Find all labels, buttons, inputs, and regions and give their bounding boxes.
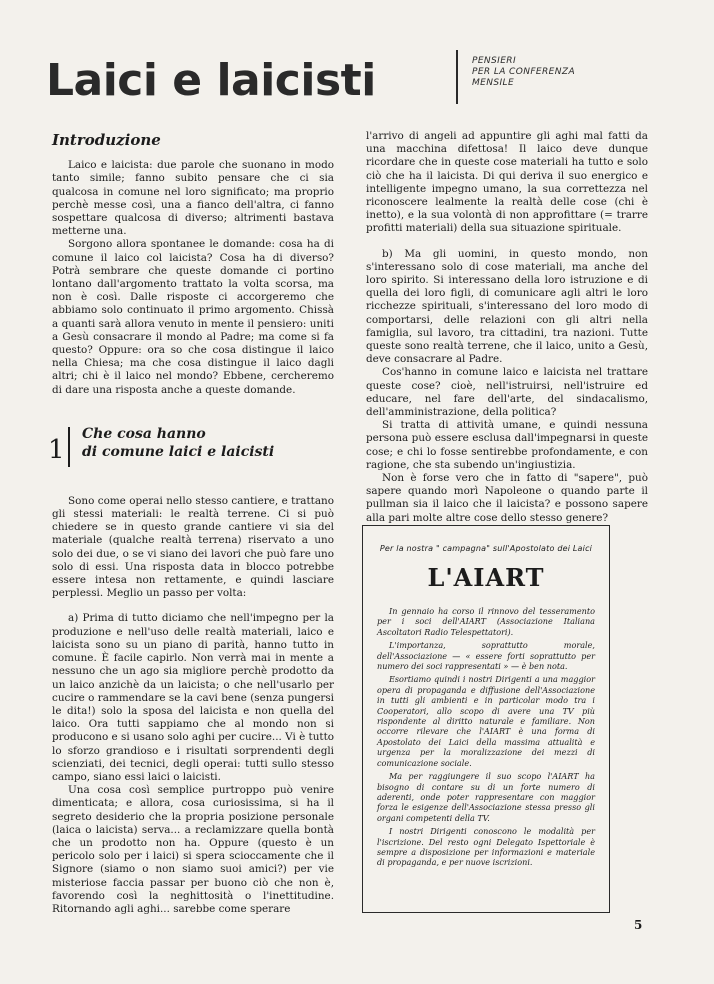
left-column xyxy=(48,130,334,916)
aiart-paragraph-5: I nostri Dirigenti conoscono le modalità per l'iscrizione. Del resto ogni Delegato Ispettoriale è sempre a disposizione per informazioni e materiale di propaganda, e per nuove iscrizioni. xyxy=(377,826,595,868)
intro-paragraph-1: Laico e laicista: due parole che suonano in modo tanto simile; fanno subito pensare che ci sia qualcosa in comune nel loro significato; ma proprio perchè messe così, una a fianco dell'altra, ci fanno sospettare qualcosa di diverso; altrimenti bastava metterne una. xyxy=(52,159,334,238)
aiart-paragraph-1: In gennaio ha corso il rinnovo del tesseramento per i soci dell'AIART (Associazione Italiana Ascoltatori Radio Telespettatori). xyxy=(377,606,595,637)
aiart-paragraph-2: L'importanza, soprattutto morale, dell'Associazione — « essere forti soprattutto per numero dei soci rappresentati » — è ben nota. xyxy=(377,640,595,672)
kicker-line-2: PER LA CONFERENZA xyxy=(472,67,576,77)
section-number: 1 xyxy=(48,434,65,465)
page-number: 5 xyxy=(634,918,643,932)
aiart-box-title: L'AIART xyxy=(427,563,545,592)
aiart-paragraph-4: Ma per raggiungere il suo scopo l'AIART ha bisogno di contare su di un forte numero di aderenti, onde poter rappresentare con maggior forza le esigenze dell'Associazione stessa presso gli organi competenti della TV. xyxy=(377,771,595,823)
section-1-paragraph-4: l'arrivo di angeli ad appuntire gli aghi mal fatti da una macchina difettosa! Il laico deve dunque ricordare che in queste cose materiali ha tutto e solo ciò che ha il laicista. Di qui deriva il suo energico e intelligente impegno umano, la sua correttezza nel riconoscere lealmente la realtà delle cose (chi è inetto), e la sua volontà di non approfittare (= trarre profitti materiali) della sua situazione spirituale. xyxy=(366,130,648,235)
section-title xyxy=(82,425,274,461)
section-1-paragraph-8: Non è forse vero che in fatto di "sapere", può sapere quando morì Napoleone o quando parte il pullman sia il laico che il laicista? e possono sapere alla pari molte altre cose dello stesso genere? xyxy=(366,472,648,524)
aiart-box-kicker: Per la nostra " campagna" sull'Apostolato dei Laici xyxy=(379,544,593,553)
header-kicker xyxy=(472,56,575,89)
section-title-line-2: di comune laici e laicisti xyxy=(82,443,275,460)
aiart-box xyxy=(362,525,610,913)
section-1-paragraph-5: b) Ma gli uomini, in questo mondo, non s'interessano solo di cose materiali, ma anche del loro spirito. Si interessano della loro istruzione e di quella dei loro figli, di comunicare agli altri le loro ricchezze spirituali, s'interessano del loro modo di comportarsi, delle relazioni con gli altri nella famiglia, sul lavoro, tra cittadini, tra nazioni. Tutte queste sono realtà terrene, che il laico, unito a Gesù, deve consacrare al Padre. xyxy=(366,247,648,366)
section-1-paragraph-6: Cos'hanno in comune laico e laicista nel trattare queste cose? cioè, nell'istruirsi, nell'istruire ed educare, nel fare dell'arte, del sindacalismo, dell'amministrazione, della politica? xyxy=(366,366,648,419)
section-1-heading xyxy=(48,423,334,467)
section-1-paragraph-3: Una cosa così semplice purtroppo può venire dimenticata; e allora, cosa curiosissima, si ha il segreto desiderio che la propria posizione personale (laica o laicista) serva... a reclamizzare quella bontà che un prodotto non ha. Oppure (questo è un pericolo solo per i laici) si spera scioccamente che il Signore (siamo o non siamo suoi amici?) per vie misteriose faccia passar per buono ciò che non è, favorendo così la neghittosità o l'inettitudine. Ritornando agli aghi... sarebbe come sperare xyxy=(52,784,334,915)
section-divider xyxy=(68,427,70,467)
page-title: Laici e laicisti xyxy=(46,55,376,106)
kicker-line-1: PENSIERI xyxy=(472,56,517,66)
section-1-paragraph-7: Si tratta di attività umane, e quindi nessuna persona può essere esclusa dall'impegnarsi in queste cose; e chi lo fosse sentirebbe profondamente, e con ragione, che sta subendo un'ingiustizia. xyxy=(366,419,648,471)
aiart-paragraph-3: Esortiamo quindi i nostri Dirigenti a una maggior opera di propaganda e diffusione dell'Associazione in tutti gli ambienti e in particolar modo tra i Cooperatori, allo scopo di avere una TV più rispondente al diritto naturale e familiare. Non occorre rilevare che l'AIART è una forma di Apostolato dei Laici della massima attualità e urgenza per la moralizzazione dei mezzi di comunicazione sociale. xyxy=(377,674,595,768)
intro-heading: Introduzione xyxy=(52,131,161,149)
section-1-paragraph-2: a) Prima di tutto diciamo che nell'impegno per la produzione e nell'uso delle realtà materiali, laico e laicista sono su un piano di parità, hanno tutto in comune. È facile capirlo. Non verrà mai in mente a nessuno che un ago sia migliore perchè prodotto da un laico anzichè da un laicista; o che nell'usarlo per cucire o rammendare se la cavi bene (senza pungersi le dita!) solo la sposa del laicista e non quella del laico. Ora tutti sappiamo che al mondo non si producono e si usano solo aghi per cucire... Vi è tutto lo sforzo grandioso e i risultati sorprendenti degli scienziati, dei tecnici, degli operai: tutti sullo stesso campo, siano essi laici o laicisti. xyxy=(52,612,334,783)
kicker-line-3: MENSILE xyxy=(472,78,515,88)
right-column xyxy=(366,130,648,525)
section-1-paragraph-1: Sono come operai nello stesso cantiere, e trattano gli stessi materiali: le realtà terrene. Ci si può chiedere se in questo grande cantiere vi sia del materiale (qualche realtà terrena) riservato a uno solo dei due, o se vi siano dei lavori che può fare uno solo di essi. Una risposta data in blocco potrebbe essere intesa non rettamente, e quindi lasciare perplessi. Meglio un passo per volta: xyxy=(52,494,334,600)
section-title-line-1: Che cosa hanno xyxy=(82,425,206,442)
intro-paragraph-2: Sorgono allora spontanee le domande: cosa ha di comune il laico col laicista? Cosa ha di diverso? Potrà sembrare che queste domande ci portino lontano dall'argomento trattato la volta scorsa, ma non è così. Dalle risposte ci accorgeremo che abbiamo solo continuato il primo argomento. Chissà a quanti sarà allora venuto in mente il pensiero: uniti a Gesù consacrare il mondo al Padre; ma come si fa questo? Oppure: ora so che cosa distingue il laico nella Chiesa; ma che cosa distingue il laico dagli altri; chi è il laico nel mondo? Ebbene, cercheremo di dare una risposta anche a queste domande. xyxy=(52,238,334,396)
title-divider xyxy=(456,50,458,104)
